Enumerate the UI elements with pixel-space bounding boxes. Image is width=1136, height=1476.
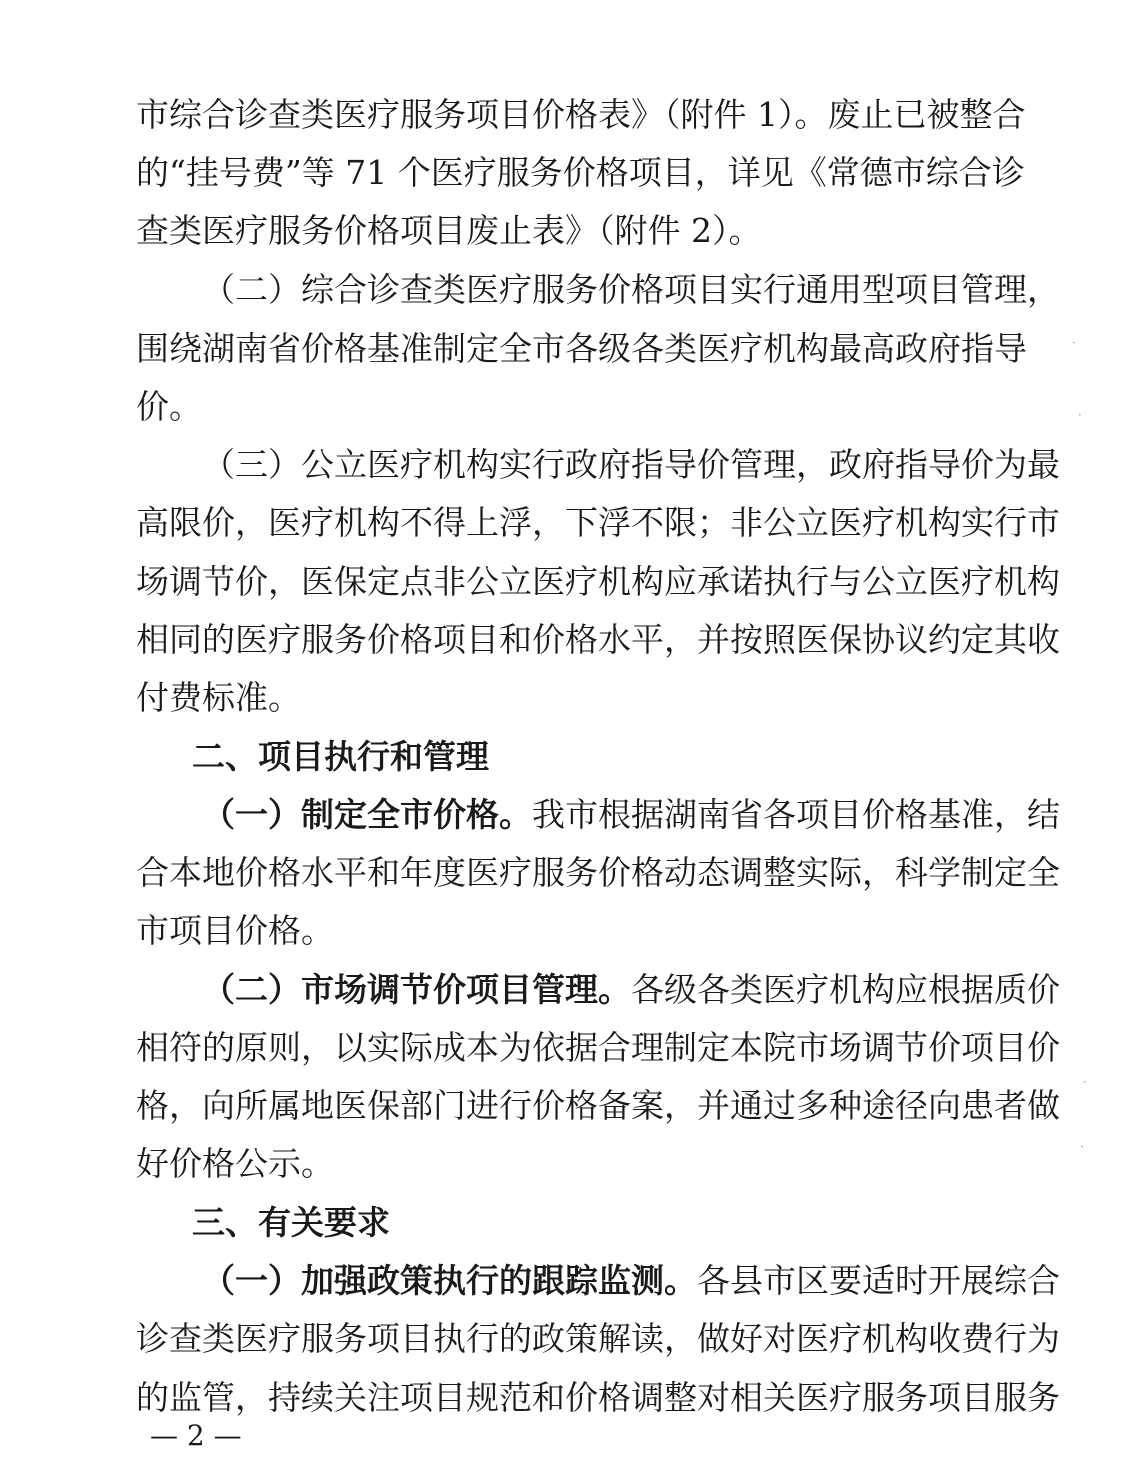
body-line: 围绕湖南省价格基准制定全市各级各类医疗机构最高政府指导 <box>136 329 1027 368</box>
scan-speck: · <box>1078 408 1082 422</box>
subsection-title: 市场调节价项目管理。 <box>301 970 631 1009</box>
body-line <box>202 970 1060 1010</box>
scan-speck: · <box>1072 336 1076 350</box>
body-line: 的监管，持续关注项目规范和价格调整对相关医疗服务项目服务 <box>136 1378 1060 1417</box>
body-line: 付费标准。 <box>136 678 301 717</box>
subsection-text: 我市根据湖南省各项目价格基准，结 <box>532 795 1060 834</box>
subsection-text: 各级各类医疗机构应根据质价 <box>631 970 1060 1009</box>
body-line: （二）综合诊查类医疗服务价格项目实行通用型项目管理， <box>202 270 1060 309</box>
body-line: 价。 <box>136 387 202 426</box>
body-line: 格，向所属地医保部门进行价格备案，并通过多种途径向患者做 <box>136 1086 1060 1125</box>
subsection-title: 制定全市价格。 <box>301 795 532 834</box>
body-line: 诊查类医疗服务项目执行的政策解读，做好对医疗机构收费行为 <box>136 1319 1060 1358</box>
body-line: 好价格公示。 <box>136 1144 334 1183</box>
body-line: 市项目价格。 <box>136 911 334 950</box>
page-number: — 2 — <box>150 1419 242 1452</box>
body-line: （三）公立医疗机构实行政府指导价管理，政府指导价为最 <box>202 445 1060 484</box>
section-heading: 三、有关要求 <box>192 1203 390 1242</box>
scan-speck: · <box>1083 1075 1087 1089</box>
body-line: 相同的医疗服务价格项目和价格水平，并按照医保协议约定其收 <box>136 620 1060 659</box>
body-line: 查类医疗服务价格项目废止表》（附件 2）。 <box>136 211 762 250</box>
body-line: 相符的原则，以实际成本为依据合理制定本院市场调节价项目价 <box>136 1028 1060 1067</box>
body-line: 场调节价，医保定点非公立医疗机构应承诺执行与公立医疗机构 <box>136 562 1060 601</box>
body-line: 高限价，医疗机构不得上浮，下浮不限；非公立医疗机构实行市 <box>136 503 1060 542</box>
subsection-title: 加强政策执行的跟踪监测。 <box>301 1261 697 1300</box>
body-line: 合本地价格水平和年度医疗服务价格动态调整实际，科学制定全 <box>136 853 1060 892</box>
subsection-label: （二） <box>202 970 301 1009</box>
body-line <box>202 795 1060 835</box>
scan-speck: · <box>1080 1140 1084 1154</box>
body-line <box>202 1261 1060 1301</box>
subsection-text: 各县市区要适时开展综合 <box>697 1261 1060 1300</box>
body-line: 的“挂号费”等 71 个医疗服务价格项目，详见《常德市综合诊 <box>136 153 1025 192</box>
body-line: 市综合诊查类医疗服务项目价格表》（附件 1）。废止已被整合 <box>136 95 1026 134</box>
section-heading: 二、项目执行和管理 <box>192 737 489 776</box>
subsection-label: （一） <box>202 1261 301 1300</box>
subsection-label: （一） <box>202 795 301 834</box>
